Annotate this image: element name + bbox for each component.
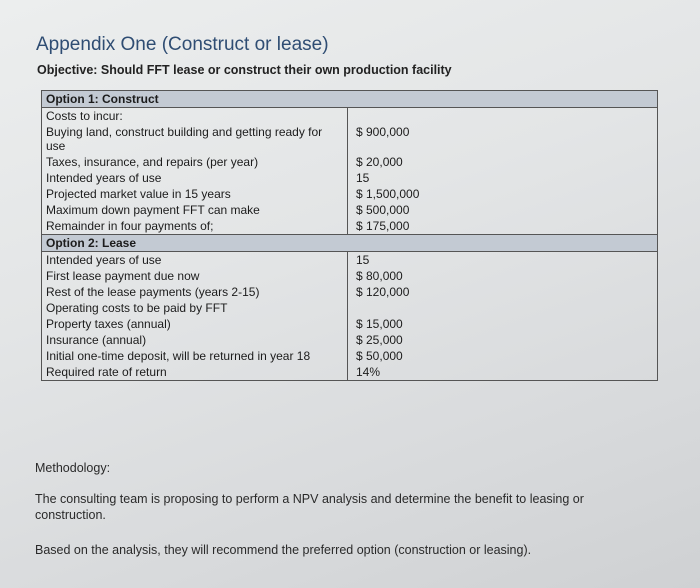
table-row [42, 170, 658, 186]
option1-header-row [42, 91, 658, 108]
comparison-table [41, 90, 658, 381]
table-row [42, 316, 658, 332]
table-row [42, 348, 658, 364]
row-value: $ 175,000 [348, 218, 658, 235]
rate-value: 14% [348, 364, 658, 381]
table-row [42, 332, 658, 348]
row-value: $ 900,000 [348, 124, 658, 154]
operating-heading: Operating costs to be paid by FFT [42, 300, 348, 316]
row-label: Remainder in four payments of; [42, 218, 348, 235]
row-label: Intended years of use [42, 252, 348, 269]
option1-header: Option 1: Construct [42, 91, 658, 108]
row-label: Initial one-time deposit, will be returned in year 18 [42, 348, 348, 364]
table-row [42, 124, 658, 154]
table-row [42, 186, 658, 202]
row-label: Intended years of use [42, 170, 348, 186]
page-title: Appendix One (Construct or lease) [36, 34, 329, 55]
row-label: Property taxes (annual) [42, 316, 348, 332]
row-value: $ 120,000 [348, 284, 658, 300]
row-label: Projected market value in 15 years [42, 186, 348, 202]
row-value: 15 [348, 252, 658, 269]
table-row [42, 154, 658, 170]
row-label: Buying land, construct building and getting ready for use [42, 124, 348, 154]
table-row [42, 300, 658, 316]
table-row [42, 252, 658, 269]
row-value: $ 20,000 [348, 154, 658, 170]
methodology-heading: Methodology: [35, 461, 111, 475]
rate-label: Required rate of return [42, 364, 348, 381]
table-row [42, 364, 658, 381]
row-label: Maximum down payment FFT can make [42, 202, 348, 218]
costs-heading: Costs to incur: [42, 108, 348, 125]
row-label: Rest of the lease payments (years 2-15) [42, 284, 348, 300]
row-value: $ 80,000 [348, 268, 658, 284]
row-value: 15 [348, 170, 658, 186]
row-value: $ 15,000 [348, 316, 658, 332]
row-label: Insurance (annual) [42, 332, 348, 348]
table-row [42, 284, 658, 300]
methodology-paragraph-1: The consulting team is proposing to perform a NPV analysis and determine the benefit to leasing or construction. [35, 492, 584, 522]
option2-header: Option 2: Lease [42, 235, 658, 252]
table-row [42, 202, 658, 218]
objective-text: Objective: Should FFT lease or construct their own production facility [37, 63, 452, 77]
table-row [42, 268, 658, 284]
option2-header-row [42, 235, 658, 252]
table-row [42, 218, 658, 235]
row-value: $ 500,000 [348, 202, 658, 218]
row-value: $ 50,000 [348, 348, 658, 364]
row-value: $ 25,000 [348, 332, 658, 348]
row-value: $ 1,500,000 [348, 186, 658, 202]
methodology-paragraph-2: Based on the analysis, they will recommend the preferred option (construction or leasing). [35, 543, 532, 557]
row-label: First lease payment due now [42, 268, 348, 284]
row-label: Taxes, insurance, and repairs (per year) [42, 154, 348, 170]
table-row [42, 108, 658, 125]
